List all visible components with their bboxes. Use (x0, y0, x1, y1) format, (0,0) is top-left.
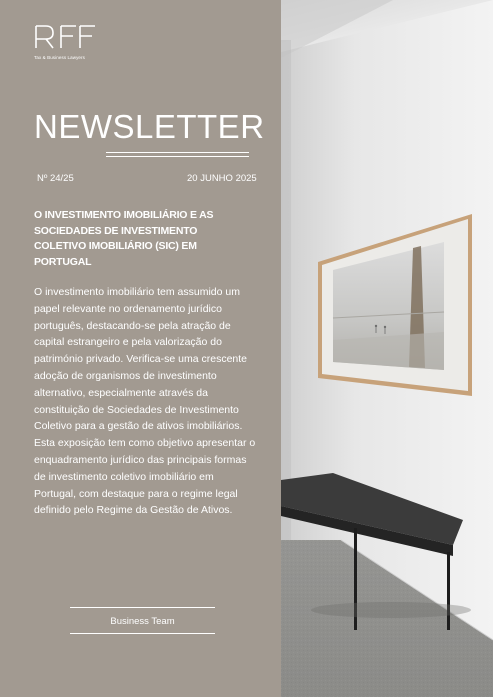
interior-photo (281, 0, 493, 697)
issue-date: 20 JUNHO 2025 (187, 173, 257, 184)
title-rule-top (106, 152, 249, 153)
author-label: Business Team (110, 616, 175, 627)
author-rule-bottom (70, 633, 215, 634)
article-body: O investimento imobiliário tem assumido um papel relevante no ordenamento jurídico português, destacando-se pela atração de capital estrangeiro e pela valorização do património privado. Verifica-se uma crescente adoção de organismos de investimento alternativo, especialmente através da constituição de Sociedades de Investimento Coletivo para a gestão de ativos imobiliários. Esta exposição tem como objetivo apresentar o enquadramento jurídico das principais formas de investimento coletivo imobiliário em Portugal, com destaque para o regime legal definido pelo Regime da Gestão de Ativos. (34, 286, 256, 517)
newsletter-title: NEWSLETTER (34, 108, 265, 145)
issue-number: Nº 24/25 (37, 173, 74, 184)
brand-tagline: Tax & Business Lawyers (34, 55, 85, 60)
article-headline: O INVESTIMENTO IMOBILIÁRIO E AS SOCIEDADES DE INVESTIMENTO COLETIVO IMOBILIÁRIO (SIC) EM PORTUGAL (34, 209, 214, 268)
author-rule-top (70, 607, 215, 608)
title-rule-bottom (106, 156, 249, 157)
